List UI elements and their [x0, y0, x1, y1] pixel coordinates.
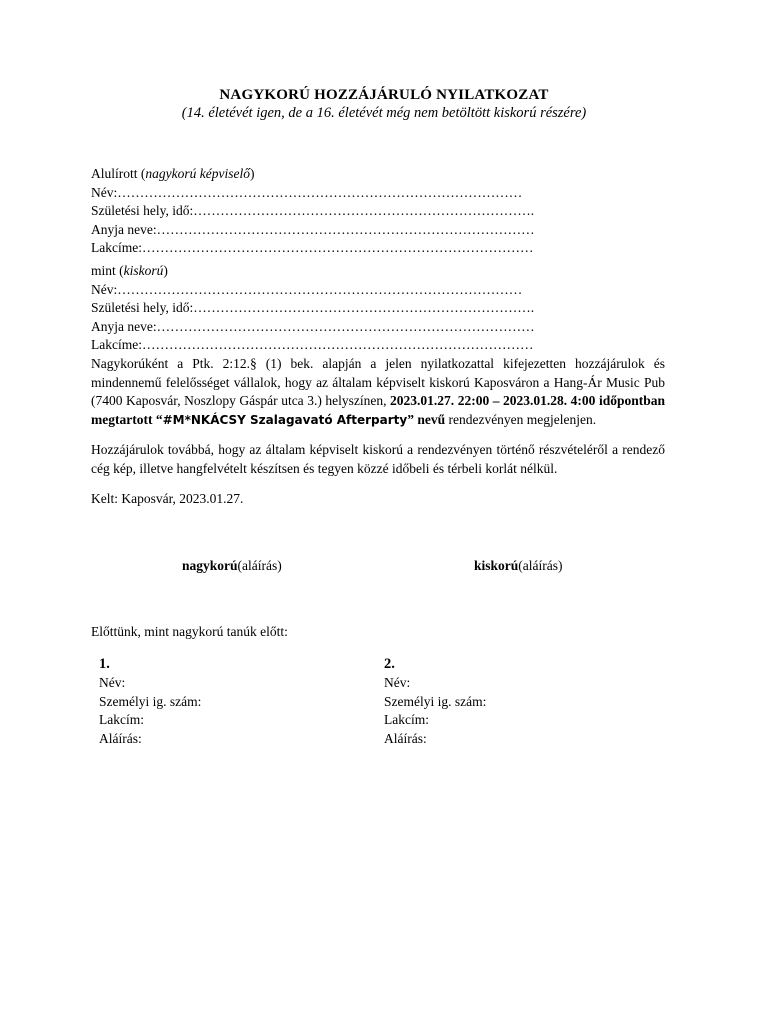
dated-line: Kelt: Kaposvár, 2023.01.27. — [91, 491, 244, 506]
witness-address-label: Lakcím: — [99, 712, 144, 728]
minor-section — [91, 262, 535, 355]
minor-name-field: Név:……………………………………………………………………………… — [91, 281, 523, 297]
document-subtitle: (14. életévét igen, de a 16. életévét még nem betöltött kiskorú részére) — [181, 105, 587, 121]
witness-intro: Előttünk, mint nagykorú tanúk előtt: — [91, 624, 288, 639]
guardian-intro-prefix: Alulírott ( — [91, 166, 146, 181]
guardian-name-field: Név:……………………………………………………………………………… — [91, 184, 523, 200]
witness-signature-label: Aláírás: — [99, 731, 142, 747]
consent-text-2: rendezvényen megjelenjen. — [445, 411, 597, 427]
witness-number: 2. — [384, 656, 395, 672]
witness-id-label: Személyi ig. szám: — [384, 693, 487, 709]
minor-signature-label — [474, 557, 563, 575]
witness-address-label: Lakcím: — [384, 712, 429, 728]
minor-mother-field: Anyja neve:………………………………………………………………………… — [91, 318, 535, 334]
consent-text-1: Nagykorúként a Ptk. 2:12.§ (1) bek. alapján a jelen nyilatkozattal kifejezetten hozzájárulok és mindennemű felelősséget vállalok, hogy az általam képviselt kiskorú Kaposváron a Hang-Ár Music Pub (7400 Kaposvár, Noszlopy Gáspár utca 3.) helyszínen, — [91, 356, 665, 408]
minor-signature-rest: (aláírás) — [518, 558, 563, 573]
minor-signature-bold: kiskorú — [474, 558, 519, 573]
adult-signature-label — [182, 557, 282, 575]
minor-intro — [91, 262, 535, 281]
consent-paragraph — [91, 355, 665, 429]
minor-intro-suffix: ) — [163, 263, 168, 278]
document-title: NAGYKORÚ HOZZÁJÁRULÓ NYILATKOZAT — [219, 87, 549, 103]
minor-intro-prefix: mint ( — [91, 263, 124, 278]
guardian-role: nagykorú képviselő — [145, 166, 250, 181]
witness-name-label: Név: — [99, 674, 126, 690]
event-name: #M*NKÁCSY Szalagavató Afterparty — [162, 412, 408, 427]
consent-date-bold: 2023.01.27. 22:00 – 2023.01.28. 4:00 időpontban megtartott “ — [91, 393, 665, 427]
media-paragraph: Hozzájárulok továbbá, hogy az általam képviselt kiskorú a rendezvényen történő részvételéről a rendező cég kép, illetve hangfelvételt készítsen és tegyen közzé időbeli és térbeli korlát nélkül. — [91, 442, 665, 476]
adult-signature-bold: nagykorú — [182, 558, 238, 573]
guardian-mother-field: Anyja neve:………………………………………………………………………… — [91, 221, 535, 237]
witness-name-label: Név: — [384, 674, 411, 690]
guardian-intro-suffix: ) — [249, 166, 255, 181]
guardian-section — [91, 165, 535, 258]
witness-id-label: Személyi ig. szám: — [99, 693, 202, 709]
witness-number: 1. — [99, 656, 110, 672]
minor-address-field: Lakcíme:…………………………………………………………………………… — [91, 337, 534, 352]
witness-column-1 — [99, 655, 201, 749]
witness-column-2 — [384, 655, 486, 749]
guardian-intro — [91, 165, 535, 184]
minor-birth-field: Születési hely, idő:…………………………………………………………………. — [91, 300, 535, 315]
guardian-birth-field: Születési hely, idő:…………………………………………………………………. — [91, 203, 535, 218]
guardian-address-field: Lakcíme:…………………………………………………………………………… — [91, 240, 534, 255]
minor-role: kiskorú — [123, 263, 164, 278]
consent-event-suffix: ” nevű — [407, 411, 446, 427]
adult-signature-rest: (aláírás) — [237, 558, 282, 573]
witness-signature-label: Aláírás: — [384, 731, 427, 747]
